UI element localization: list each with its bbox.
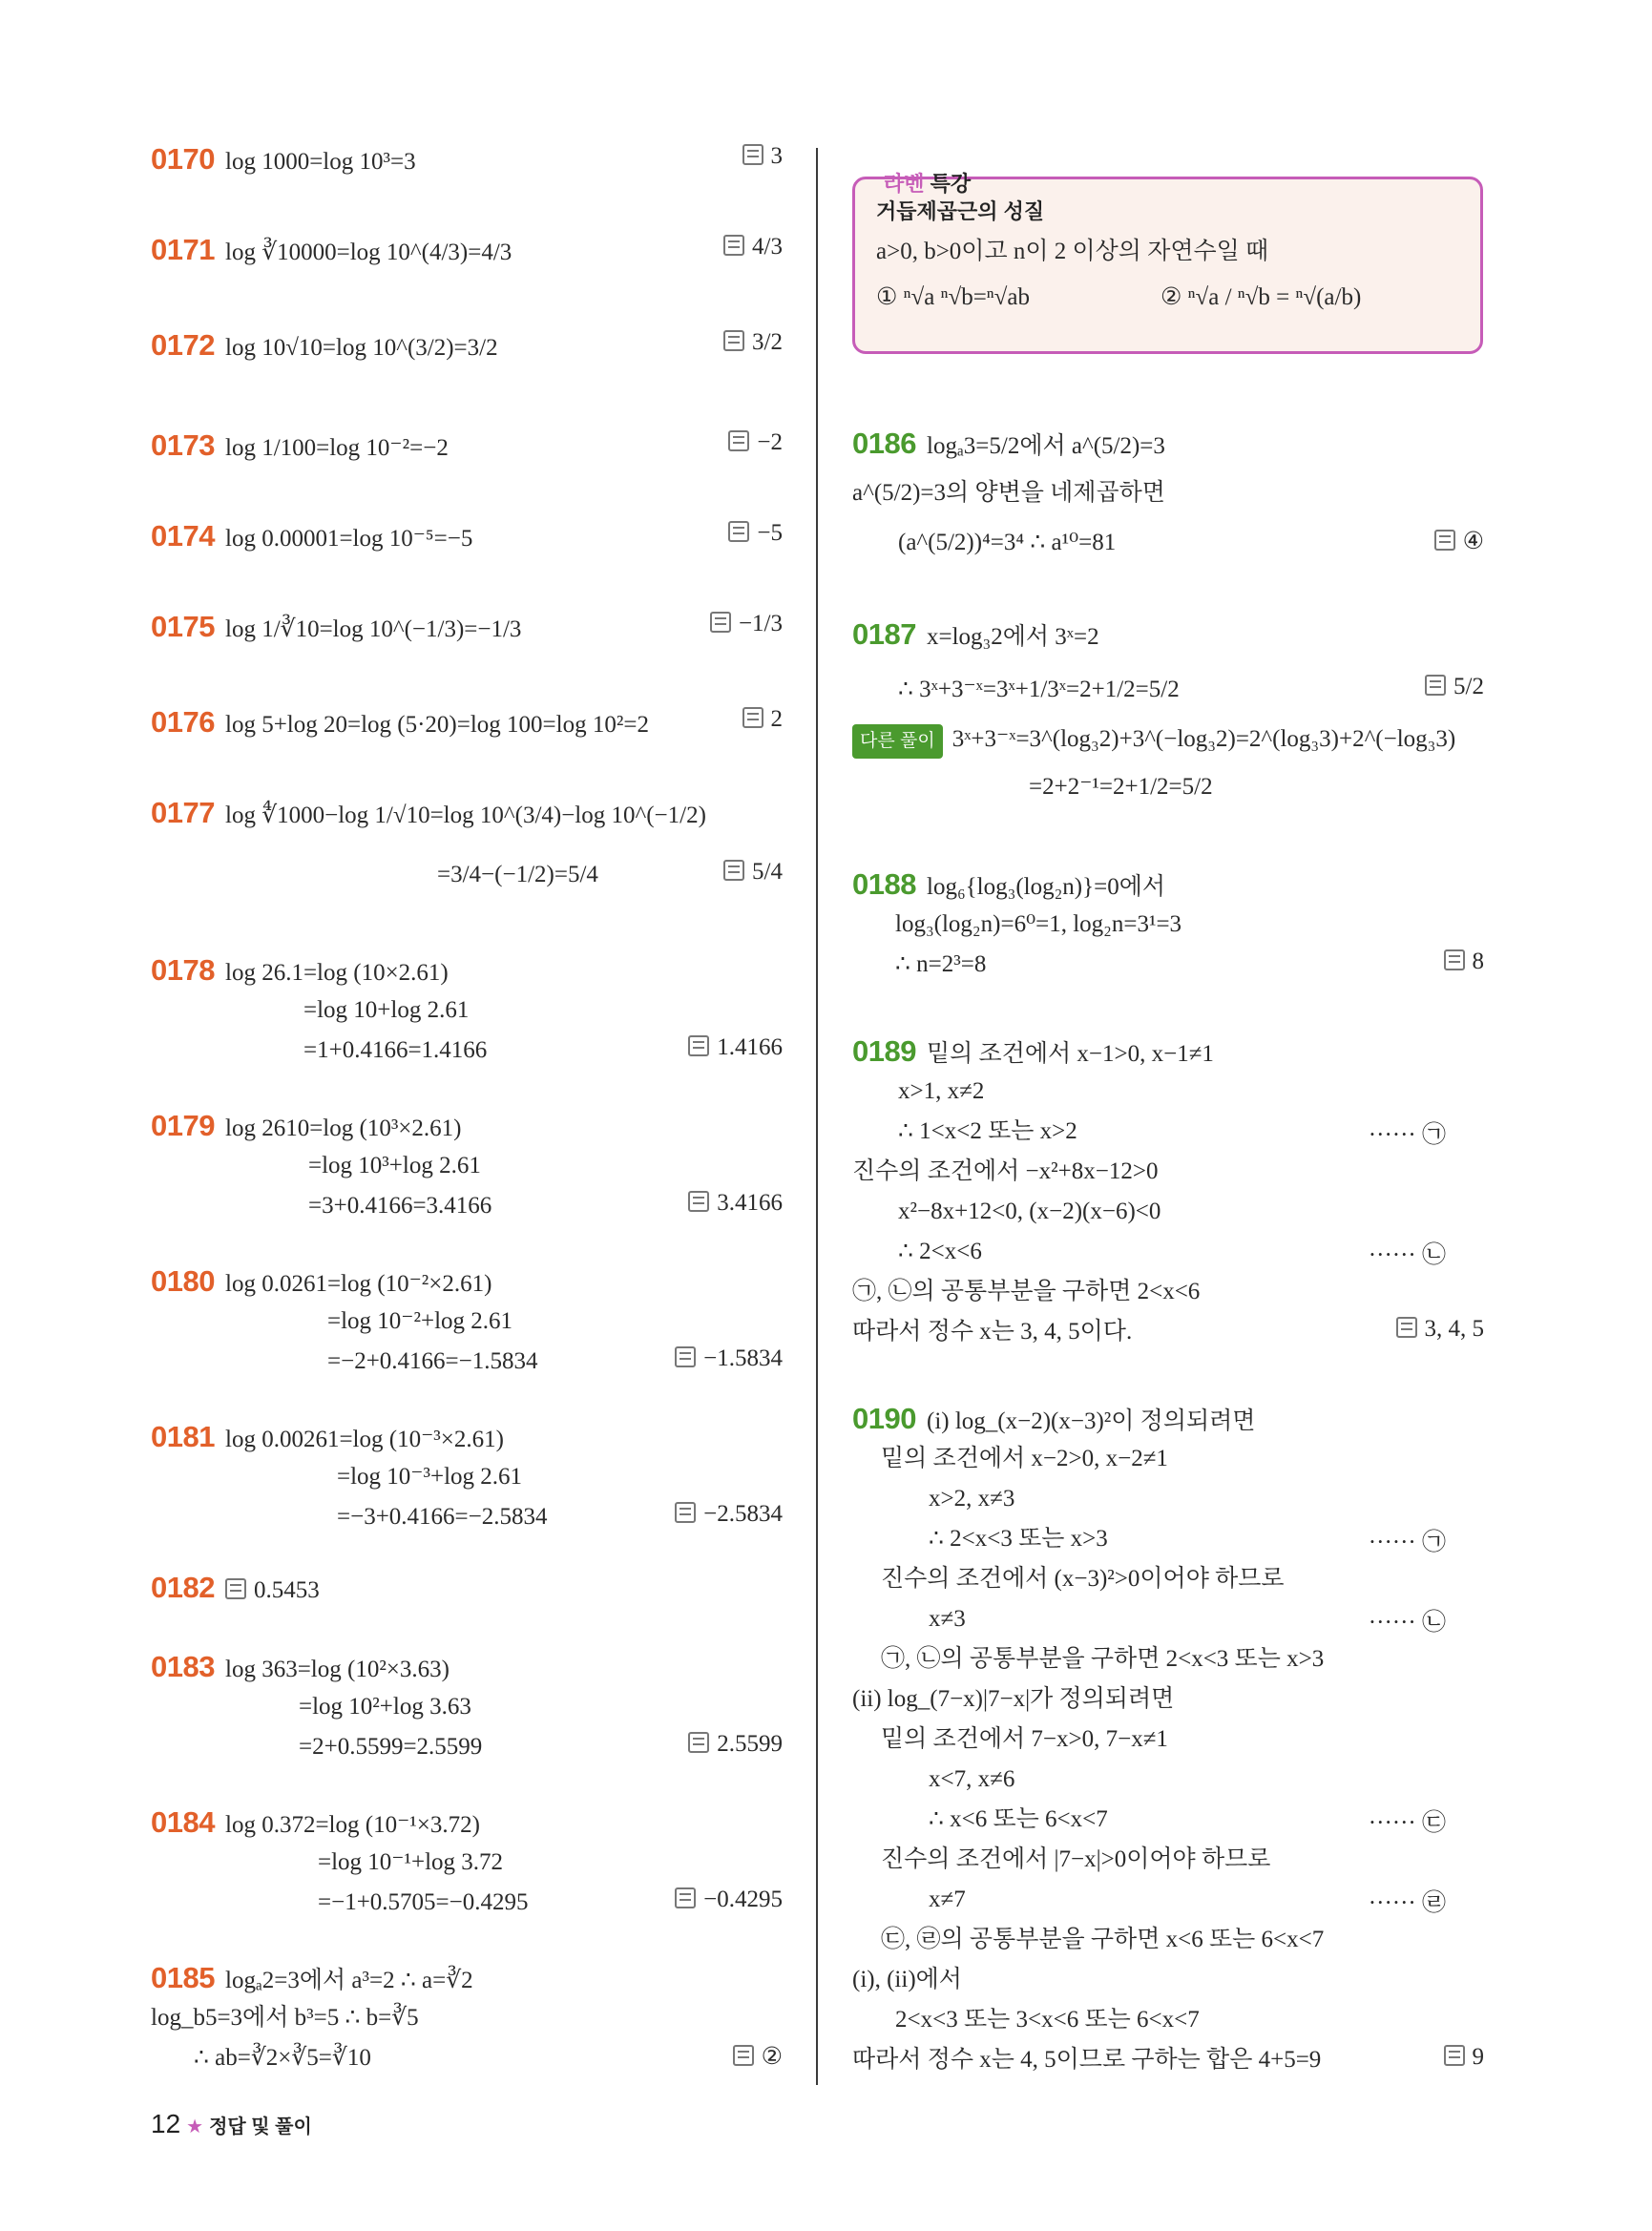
answer-icon (225, 1578, 246, 1599)
solution-line: 따라서 정수 x는 4, 5이므로 구하는 합은 4+5=9 (852, 2047, 1322, 2073)
solution-line: log₃(log₂n)=6⁰=1, log₂n=3¹=3 (895, 911, 1182, 937)
answer: 8 (1472, 949, 1484, 974)
solution-line: =1+0.4166=1.4166 (303, 1037, 488, 1063)
problem-number: 0170 (151, 142, 215, 176)
answer-icon (688, 1191, 709, 1212)
star-icon: ★ (186, 2116, 204, 2137)
problem-number: 0174 (151, 519, 215, 553)
solution-line: a^(5/2)=3의 양변을 네제곱하면 (852, 480, 1165, 506)
answer-icon (723, 235, 744, 256)
answer: −2.5834 (703, 1501, 783, 1527)
column-divider (816, 148, 818, 2085)
solution-line: ∴ n=2³=8 (895, 951, 987, 977)
solution-line: ∴ 1<x<2 또는 x>2 (898, 1118, 1077, 1144)
answer: 5/4 (752, 859, 783, 885)
solution-line: log 1/100=log 10⁻²=−2 (225, 435, 449, 461)
page-number: 12 (151, 2109, 181, 2138)
solution-line: 따라서 정수 x는 3, 4, 5이다. (852, 1319, 1133, 1345)
solution-line: =log 10⁻²+log 2.61 (327, 1308, 513, 1334)
solution-line: ㉠, ㉡의 공통부분을 구하면 2<x<3 또는 x>3 (881, 1646, 1325, 1672)
problem-number: 0172 (151, 328, 215, 362)
solution-line: log 1/∛10=log 10^(−1/3)=−1/3 (225, 616, 522, 642)
lecture-brand: 라벤 (884, 172, 925, 196)
answer-icon (728, 521, 749, 542)
answer-icon (675, 1502, 696, 1523)
solution-line: log 0.00261=log (10⁻³×2.61) (225, 1427, 504, 1452)
answer: 0.5453 (254, 1577, 320, 1603)
mark-1: ······ ㉠ (1368, 1530, 1446, 1555)
solution-line: ∴ ab=∛2×∛5=∛10 (194, 2045, 371, 2071)
solution-line: log₆{log₃(log₂n)}=0에서 (927, 874, 1166, 900)
problem-number: 0185 (151, 1961, 215, 1994)
answer-icon (1444, 949, 1465, 970)
answer: 4/3 (752, 234, 783, 260)
answer: ② (761, 2044, 783, 2070)
answer-icon (728, 430, 749, 451)
answer: −1/3 (738, 611, 783, 636)
problem-number: 0182 (151, 1571, 215, 1604)
problem-number: 0176 (151, 705, 215, 739)
problem-number: 0175 (151, 610, 215, 643)
answer: 3, 4, 5 (1424, 1316, 1484, 1342)
solution-line: logₐ3=5/2에서 a^(5/2)=3 (927, 433, 1165, 459)
solution-line: (a^(5/2))⁴=3⁴ ∴ a¹⁰=81 (898, 530, 1117, 555)
answer: −1.5834 (703, 1345, 783, 1371)
answer: 5/2 (1453, 674, 1484, 699)
answer: 3/2 (752, 329, 783, 355)
solution-line: ∴ 3ˣ+3⁻ˣ=3ˣ+1/3ˣ=2+1/2=5/2 (898, 677, 1180, 702)
solution-line: =2+2⁻¹=2+1/2=5/2 (1029, 774, 1213, 800)
solution-line: =log 10⁻³+log 2.61 (337, 1464, 523, 1490)
solution-line: 밑의 조건에서 x−1>0, x−1≠1 (927, 1041, 1214, 1067)
solution-line: =−1+0.5705=−0.4295 (318, 1889, 529, 1915)
page-footer (151, 2109, 312, 2139)
alt-solution-badge: 다른 풀이 (852, 724, 943, 759)
problem-number: 0181 (151, 1420, 215, 1453)
solution-line: 밑의 조건에서 7−x>0, 7−x≠1 (881, 1726, 1168, 1752)
solution-line: x<7, x≠6 (929, 1766, 1015, 1792)
mark-2: ······ ㉡ (1368, 1242, 1446, 1268)
answer-icon (675, 1346, 696, 1367)
solution-line: log 26.1=log (10×2.61) (225, 960, 449, 986)
answer-icon (723, 860, 744, 881)
solution-line: =−3+0.4166=−2.5834 (337, 1504, 548, 1530)
answer-icon (742, 144, 763, 165)
answer: −5 (757, 520, 783, 546)
solution-line: log 0.372=log (10⁻¹×3.72) (225, 1812, 480, 1838)
mark-3: ······ ㉢ (1368, 1810, 1446, 1836)
mark-4: ······ ㉣ (1368, 1890, 1446, 1916)
answer: −2 (757, 429, 783, 455)
answer-icon (1396, 1317, 1417, 1338)
answer-icon (1444, 2045, 1465, 2066)
solution-line: x≠7 (929, 1887, 966, 1912)
solution-line: (i) log_(x−2)(x−3)²이 정의되려면 (927, 1408, 1256, 1434)
answer-icon (723, 330, 744, 351)
problem-number: 0187 (852, 617, 916, 651)
solution-line: log 10√10=log 10^(3/2)=3/2 (225, 335, 498, 361)
problem-number: 0189 (852, 1034, 916, 1068)
solution-line: =log 10²+log 3.63 (299, 1694, 471, 1720)
answer-icon (710, 612, 731, 633)
answer: 9 (1472, 2044, 1484, 2070)
answer: 1.4166 (717, 1034, 783, 1060)
solution-line: x>1, x≠2 (898, 1078, 985, 1104)
solution-line: log 363=log (10²×3.63) (225, 1657, 450, 1682)
solution-line: ∴ x<6 또는 6<x<7 (929, 1806, 1108, 1832)
problem-number: 0186 (852, 427, 916, 460)
answer-icon (1425, 675, 1446, 696)
answer: 2.5599 (717, 1731, 783, 1757)
solution-line: ∴ 2<x<6 (898, 1239, 982, 1264)
solution-line: x²−8x+12<0, (x−2)(x−6)<0 (898, 1199, 1161, 1224)
problem-number: 0179 (151, 1109, 215, 1142)
solution-line: log 5+log 20=log (5·20)=log 100=log 10²=2 (225, 712, 649, 738)
lecture-tab (884, 168, 971, 198)
solution-line: =log 10⁻¹+log 3.72 (318, 1849, 504, 1875)
problem-number: 0188 (852, 867, 916, 901)
solution-line: =3/4−(−1/2)=5/4 (437, 862, 598, 887)
lecture-title: 거듭제곱근의 성질 (876, 199, 1045, 223)
problem-number: 0180 (151, 1264, 215, 1298)
answer-icon (688, 1732, 709, 1753)
answer-icon (742, 707, 763, 728)
answer-icon (733, 2045, 754, 2066)
problem-number: 0183 (151, 1650, 215, 1683)
lecture-label: 특강 (930, 172, 972, 196)
solution-line: 밑의 조건에서 x−2>0, x−2≠1 (881, 1446, 1168, 1471)
answer: ④ (1462, 529, 1484, 554)
solution-line: logₐ2=3에서 a³=2 ∴ a=∛2 (225, 1968, 473, 1993)
solution-line: 3ˣ+3⁻ˣ=3^(log₃2)+3^(−log₃2)=2^(log₃3)+2^(−log₃3) (951, 726, 1456, 752)
solution-line: log ∜1000−log 1/√10=log 10^(3/4)−log 10^(−1/2) (225, 803, 706, 828)
solution-line: =log 10³+log 2.61 (308, 1153, 481, 1178)
solution-line: log 0.0261=log (10⁻²×2.61) (225, 1271, 492, 1297)
solution-line: log 0.00001=log 10⁻⁵=−5 (225, 526, 473, 552)
solution-line: 진수의 조건에서 |7−x|>0이어야 하므로 (881, 1846, 1271, 1872)
solution-line: ㉢, ㉣의 공통부분을 구하면 x<6 또는 6<x<7 (881, 1927, 1325, 1952)
lecture-condition: a>0, b>0이고 n이 2 이상의 자연수일 때 (876, 239, 1269, 264)
problem-number: 0177 (151, 796, 215, 829)
solution-line: (ii) log_(7−x)|7−x|가 정의되려면 (852, 1686, 1175, 1712)
solution-line: =log 10+log 2.61 (303, 997, 470, 1023)
answer: 2 (770, 706, 783, 732)
solution-line: 2<x<3 또는 3<x<6 또는 6<x<7 (895, 2007, 1200, 2033)
problem-number: 0173 (151, 428, 215, 462)
lecture-rule-1: ① ⁿ√a ⁿ√b=ⁿ√ab (876, 284, 1030, 310)
solution-line: 진수의 조건에서 −x²+8x−12>0 (852, 1158, 1159, 1184)
solution-line: log ∛10000=log 10^(4/3)=4/3 (225, 240, 512, 265)
answer: 3 (770, 143, 783, 169)
answer-icon (688, 1035, 709, 1056)
solution-line: ㉠, ㉡의 공통부분을 구하면 2<x<6 (852, 1279, 1201, 1304)
lecture-rule-2: ② ⁿ√a / ⁿ√b = ⁿ√(a/b) (1161, 284, 1362, 310)
answer: −0.4295 (703, 1887, 783, 1912)
lecture-box (852, 172, 1483, 354)
solution-line: ∴ 2<x<3 또는 x>3 (929, 1526, 1108, 1552)
solution-line: 진수의 조건에서 (x−3)²>0이어야 하므로 (881, 1566, 1285, 1592)
mark-2: ······ ㉡ (1368, 1610, 1446, 1636)
problem-number: 0190 (852, 1402, 916, 1435)
footer-title: 정답 및 풀이 (209, 2116, 312, 2137)
problem-number: 0171 (151, 233, 215, 266)
answer-icon (1434, 530, 1455, 551)
solution-line: x>2, x≠3 (929, 1486, 1015, 1512)
problem-number: 0184 (151, 1805, 215, 1839)
solution-line: log 1000=log 10³=3 (225, 149, 416, 175)
solution-line: =2+0.5599=2.5599 (299, 1734, 483, 1760)
solution-line: (i), (ii)에서 (852, 1967, 962, 1992)
solution-line: =−2+0.4166=−1.5834 (327, 1348, 538, 1374)
solution-line: x=log₃2에서 3ˣ=2 (927, 624, 1099, 650)
answer-icon (675, 1887, 696, 1908)
solution-line: log_b5=3에서 b³=5 ∴ b=∛5 (151, 2005, 419, 2031)
solution-line: x≠3 (929, 1606, 966, 1632)
solution-line: =3+0.4166=3.4166 (308, 1193, 492, 1219)
problem-number: 0178 (151, 953, 215, 987)
solution-line: log 2610=log (10³×2.61) (225, 1116, 462, 1141)
answer: 3.4166 (717, 1190, 783, 1216)
mark-1: ······ ㉠ (1368, 1122, 1446, 1148)
